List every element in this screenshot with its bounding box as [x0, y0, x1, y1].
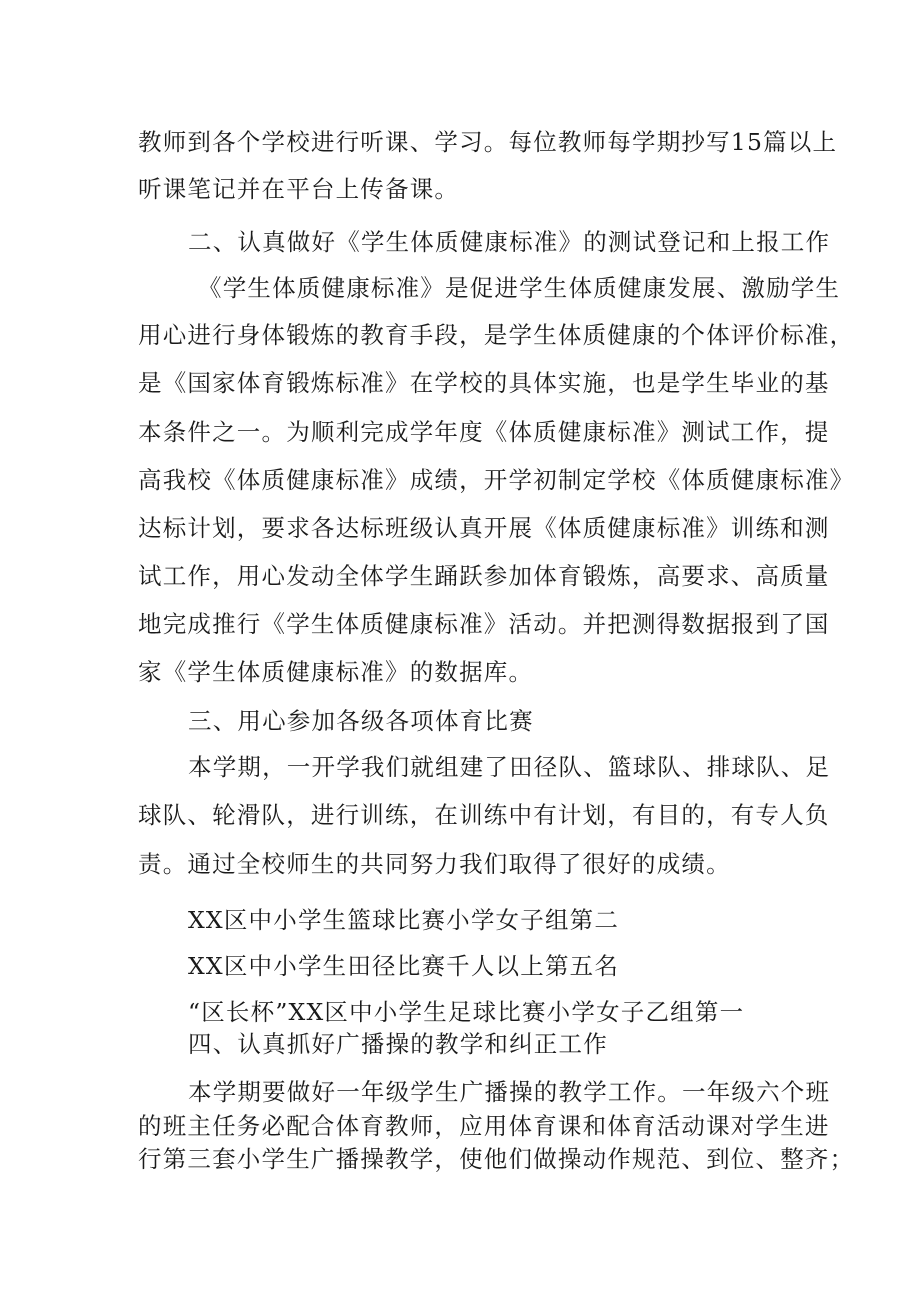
paragraph-line: 本条件之一。为顺利完成学年度《体质健康标准》测试工作，提	[138, 418, 830, 446]
paragraph-line: 《学生体质健康标准》是促进学生体质健康发展、激励学生	[198, 274, 841, 302]
paragraph-line: 达标计划，要求各达标班级认真开展《体质健康标准》训练和测	[138, 514, 830, 542]
paragraph-line: 试工作，用心发动全体学生踊跃参加体育锻炼，高要求、高质量	[138, 562, 830, 590]
section-heading: 三、用心参加各级各项体育比赛	[188, 707, 534, 735]
paragraph-line: 高我校《体质健康标准》成绩，开学初制定学校《体质健康标准》	[138, 466, 855, 494]
paragraph-line: 用心进行身体锻炼的教育手段，是学生体质健康的个体评价标准，	[138, 321, 855, 349]
result-item: XX区中小学生田径比赛千人以上第五名	[188, 952, 620, 980]
paragraph-line: 球队、轮滑队，进行训练，在训练中有计划，有目的，有专人负	[138, 801, 830, 829]
section-heading: 二、认真做好《学生体质健康标准》的测试登记和上报工作	[188, 228, 831, 256]
section-heading: 四、认真抓好广播操的教学和纠正工作	[188, 1030, 608, 1058]
paragraph-line: 责。通过全校师生的共同努力我们取得了很好的成绩。	[138, 850, 731, 878]
result-item: XX区中小学生篮球比赛小学女子组第二	[188, 906, 620, 934]
result-item: “区长杯”XX区中小学生足球比赛小学女子乙组第一	[188, 998, 745, 1026]
paragraph-line: 听课笔记并在平台上传备课。	[138, 175, 460, 203]
paragraph-line: 本学期，一开学我们就组建了田径队、篮球队、排球队、足	[188, 753, 831, 781]
paragraph-line: 家《学生体质健康标准》的数据库。	[138, 658, 534, 686]
paragraph-line: 地完成推行《学生体质健康标准》活动。并把测得数据报到了国	[138, 610, 830, 638]
paragraph-line: 本学期要做好一年级学生广播操的教学工作。一年级六个班	[188, 1078, 831, 1106]
paragraph-line: 的班主任务必配合体育教师，应用体育课和体育活动课对学生进	[138, 1112, 830, 1140]
paragraph-line: 行第三套小学生广播操教学，使他们做操动作规范、到位、整齐；	[138, 1145, 855, 1173]
paragraph-line: 教师到各个学校进行听课、学习。每位教师每学期抄写15篇以上	[138, 128, 838, 156]
paragraph-line: 是《国家体育锻炼标准》在学校的具体实施，也是学生毕业的基	[138, 369, 830, 397]
